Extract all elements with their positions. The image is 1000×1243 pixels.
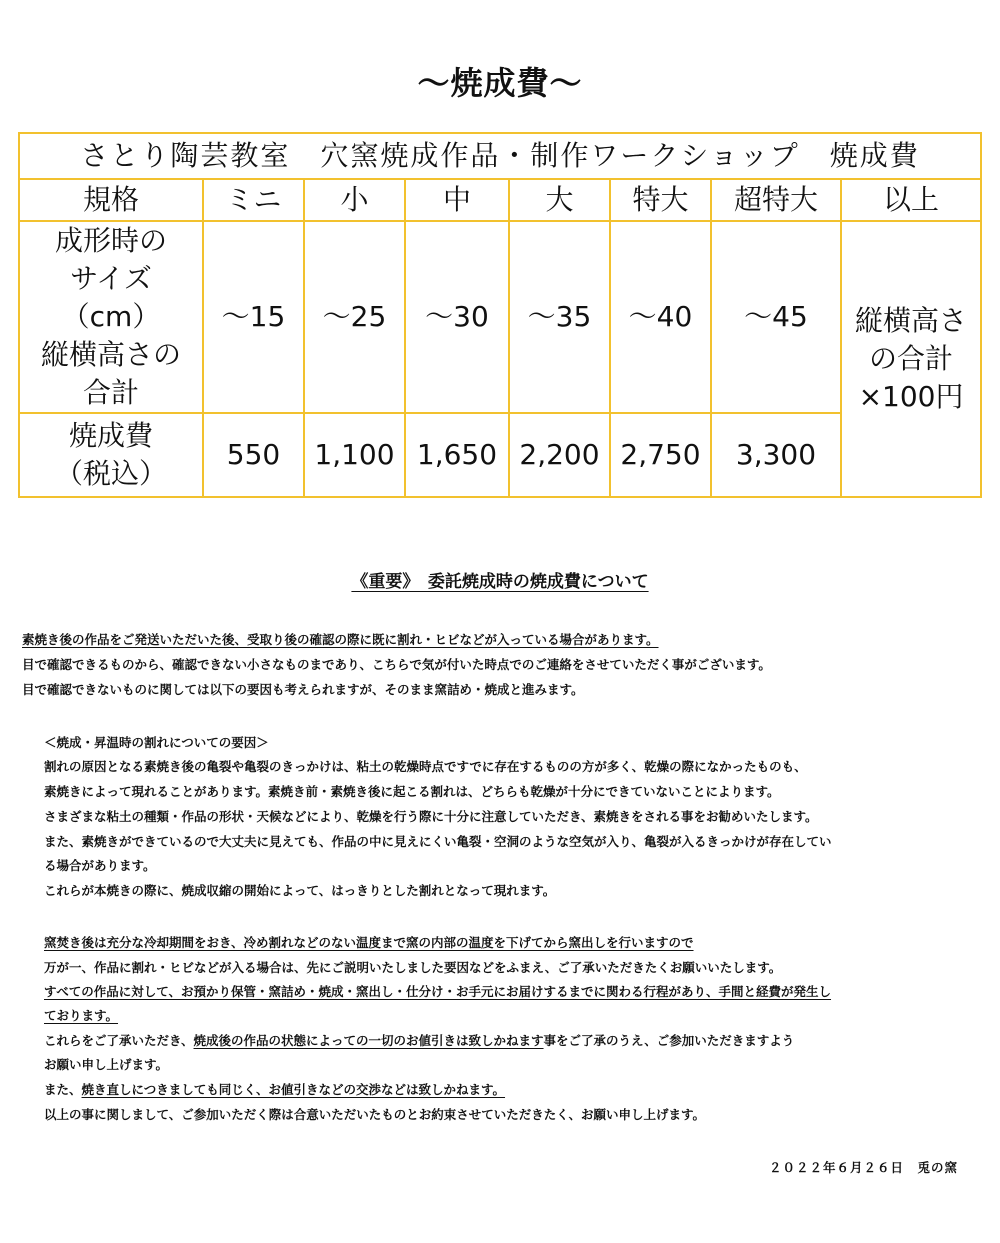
notice-line: 以上の事に関しまして、ご参加いただく際は合意いただいたものとお約束させていただきたく、お願い申し上げます。 [44,1107,706,1122]
fee-cell: 3,300 [711,413,841,497]
notice-line: 素焼きによって現れることがあります。素焼き前・素焼き後に起こる割れは、どちらも乾燥が十分にできていないことによります。 [44,784,780,799]
fee-table [18,132,982,498]
fee-cell: 1,650 [405,413,509,497]
fee-cell: 1,100 [304,413,405,497]
size-label-line: 成形時の [54,224,167,257]
fee-row [19,413,981,497]
notice-line: 万が一、作品に割れ・ヒビなどが入る場合は、先にご説明いたしました要因などをふまえ、ご了承いただきたくお願いいたします。 [44,960,782,975]
notice-line: また、素焼きができているので大丈夫に見えても、作品の中に見えにくい亀裂・空洞のような空気が入り、亀裂が入るきっかけが存在してい [44,834,832,849]
size-label-cell [19,221,203,413]
notice-line: これらが本焼きの際に、焼成収縮の開始によって、はっきりとした割れとなって現れます。 [44,883,556,898]
header-cell: 中 [405,179,509,221]
notice-segment: これらをご了承いただき、 [44,1033,194,1048]
notice-heading [0,567,1000,592]
header-cell: 規格 [19,179,203,221]
over-line: ×100円 [858,380,964,413]
fee-cell: 550 [203,413,304,497]
notice-segment-underlined: 焼き直しにつきましても同じく、お値引きなどの交渉などは致しかねます。 [81,1082,506,1097]
header-row [19,179,981,221]
notice-line: 目で確認できないものに関しては以下の要因も考えられますが、そのまま窯詰め・焼成と進みます。 [22,682,584,697]
size-cell: ～45 [711,221,841,413]
notice-line: 割れの原因となる素焼き後の亀裂や亀裂のきっかけは、粘土の乾燥時点ですでに存在するものの方が多く、乾燥の際になかったものも、 [44,759,807,774]
notice-segment: また、 [44,1082,82,1097]
fee-label-cell [19,413,203,497]
notice-heading-text: 《重要》 委託焼成時の焼成費について [351,572,649,592]
notice-line [44,1082,505,1098]
notice-line: る場合があります。 [44,858,156,873]
over-line: 縦横高さ [855,304,968,337]
notice-line: 素焼き後の作品をご発送いただいた後、受取り後の確認の際に既に割れ・ヒビなどが入っている場合があります。 [22,632,659,647]
size-label-line: 合計 [82,376,139,409]
size-cell: ～35 [509,221,610,413]
over-line: の合計 [869,342,954,375]
notice-line [44,1033,794,1049]
cause-heading: ＜焼成・昇温時の割れについての要因＞ [44,735,269,750]
size-label-line: サイズ [70,262,152,295]
size-row [19,221,981,413]
notice-line: 窯焚き後は充分な冷却期間をおき、冷め割れなどのない温度まで窯の内部の温度を下げてから窯出しを行いますので [44,935,694,950]
header-cell: 小 [304,179,405,221]
notice-line: 目で確認できるものから、確認できない小さなものまであり、こちらで気が付いた時点でのご連絡をさせていただく事がございます。 [22,657,771,672]
notice-segment: 事をご了承のうえ、ご参加いただきますよう [543,1033,795,1048]
header-cell: ミニ [203,179,304,221]
header-cell: 以上 [841,179,981,221]
header-cell: 大 [509,179,610,221]
notice-line: お願い申し上げます。 [44,1057,169,1072]
page-title: ～焼成費～ [417,64,583,102]
date-signature: ２０２２年６月２６日 兎の窯 [768,1160,958,1175]
fee-label-line: （税込） [54,457,167,490]
fee-label-line: 焼成費 [68,419,153,452]
size-cell: ～30 [405,221,509,413]
size-cell: ～25 [304,221,405,413]
notice-segment-underlined: 焼成後の作品の状態によっての一切のお値引きは致しかねます [193,1033,544,1048]
size-label-line: 縦横高さの [40,338,181,371]
fee-cell: 2,200 [509,413,610,497]
table-title: さとり陶芸教室 穴窯焼成作品・制作ワークショップ 焼成費 [19,133,981,179]
notice-line: すべての作品に対して、お預かり保管・窯詰め・焼成・窯出し・仕分け・お手元にお届けするまでに関わる行程があり、手間と経費が発生し [44,984,832,999]
over-cell [841,221,981,497]
size-label-line: （cm） [61,300,161,333]
notice-line: ております。 [44,1008,119,1023]
size-cell: ～40 [610,221,711,413]
size-cell: ～15 [203,221,304,413]
notice-line: さまざまな粘土の種類・作品の形状・天候などにより、乾燥を行う際に十分に注意していただき、素焼きをされる事をお勧めいたします。 [44,809,818,824]
fee-cell: 2,750 [610,413,711,497]
header-cell: 特大 [610,179,711,221]
header-cell: 超特大 [711,179,841,221]
